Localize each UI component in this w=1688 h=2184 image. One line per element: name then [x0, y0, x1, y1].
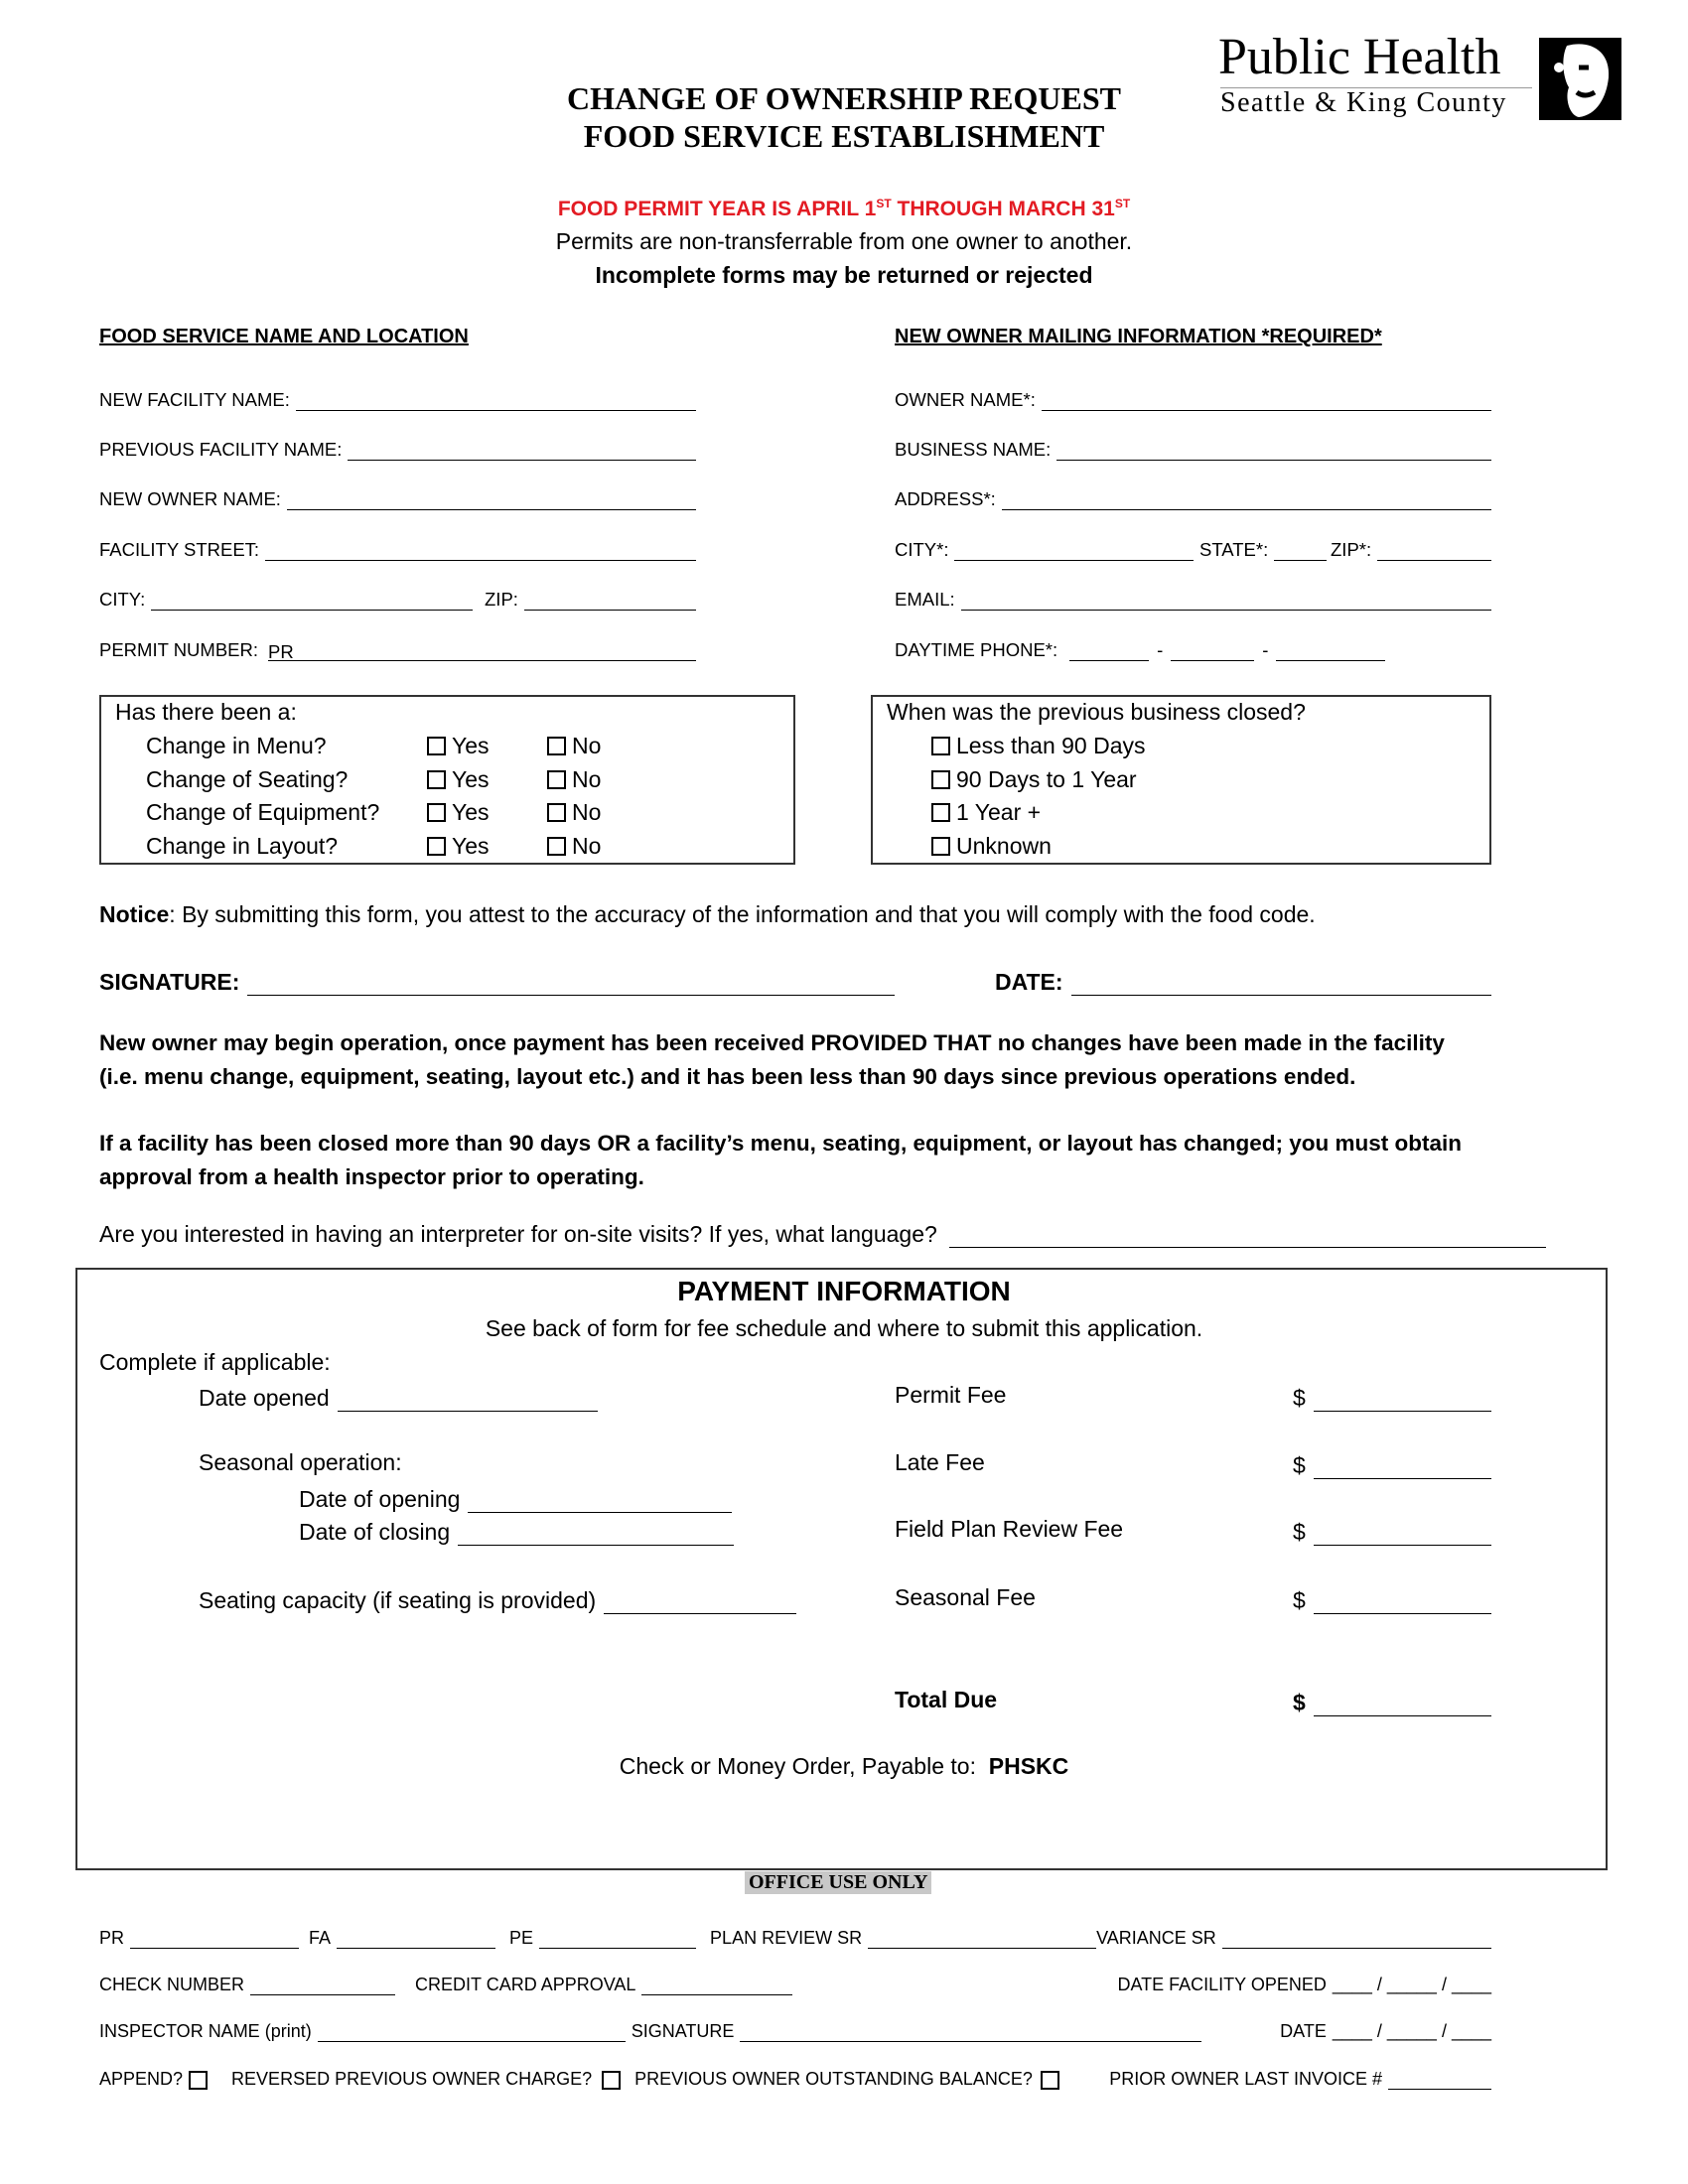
label: EMAIL:: [895, 589, 955, 610]
label: Date of opening: [299, 1486, 461, 1512]
change-question: Change in Layout?: [146, 833, 339, 859]
office-row-3: INSPECTOR NAME (print) SIGNATURE DATE ____ / _____ / ____: [99, 2021, 1491, 2041]
closed-checkbox[interactable]: [931, 737, 950, 755]
interpreter-field[interactable]: [99, 1218, 1546, 1248]
payable-to: Check or Money Order, Payable to: PHSKC: [619, 1753, 1069, 1779]
label: STATE*:: [1199, 539, 1269, 560]
phone-line-input[interactable]: [1276, 641, 1385, 661]
check-number-input[interactable]: [250, 1976, 395, 1995]
no-option[interactable]: No: [547, 833, 601, 860]
date-of-closing-field[interactable]: [299, 1516, 734, 1546]
date-facility-opened-input[interactable]: ____ / _____ / ____: [1332, 1975, 1491, 1994]
change-question: Change of Equipment?: [146, 799, 380, 825]
complete-if-applicable: Complete if applicable:: [99, 1349, 331, 1375]
daytime-phone-field[interactable]: [895, 635, 1396, 661]
label: DATE:: [995, 969, 1063, 995]
label: NEW FACILITY NAME:: [99, 389, 290, 410]
reversed-charge-checkbox[interactable]: [602, 2071, 621, 2090]
facility-street-field[interactable]: [99, 535, 696, 561]
office-row-4: APPEND? REVERSED PREVIOUS OWNER CHARGE? PREVIOUS OWNER OUTSTANDING BALANCE? PRIOR OWNER LAST INVOICE #: [99, 2064, 1491, 2090]
no-checkbox[interactable]: [547, 737, 566, 755]
label: NEW OWNER NAME:: [99, 488, 281, 509]
date-of-opening-field[interactable]: [299, 1483, 732, 1513]
inspector-date-input[interactable]: ____ / _____ / ____: [1332, 2021, 1491, 2041]
change-question: Change in Menu?: [146, 733, 327, 758]
closed-checkbox[interactable]: [931, 770, 950, 789]
label: Are you interested in having an interpreter for on-site visits? If yes, what language?: [99, 1221, 937, 1247]
operation-paragraph-2: If a facility has been closed more than 90 days OR a facility’s menu, seating, equipment, or layout has changed; you must obtain: [99, 1131, 1462, 1156]
seating-capacity-field[interactable]: [199, 1584, 796, 1614]
operation-paragraph-2b: approval from a health inspector prior to operating.: [99, 1164, 644, 1189]
date-of-opening-input[interactable]: [468, 1493, 732, 1513]
label: ZIP*:: [1331, 539, 1372, 560]
payment-subtitle: See back of form for fee schedule and where to submit this application.: [485, 1315, 1203, 1341]
no-checkbox[interactable]: [547, 803, 566, 822]
owner-zip-field[interactable]: [1331, 535, 1491, 561]
fee-label: Seasonal Fee: [895, 1584, 1036, 1610]
permit-number-field[interactable]: [99, 635, 696, 661]
fee-amount-input[interactable]: [1314, 1594, 1491, 1614]
closed-option[interactable]: 90 Days to 1 Year: [931, 766, 1137, 793]
total-due-label: Total Due: [895, 1687, 998, 1712]
address-field[interactable]: [895, 484, 1491, 510]
yes-option[interactable]: Yes: [427, 833, 490, 860]
inspector-name-input[interactable]: [318, 2022, 626, 2042]
no-option[interactable]: No: [547, 766, 601, 793]
business-name-input[interactable]: [1056, 441, 1491, 461]
incomplete-warning: Incomplete forms may be returned or rejected: [595, 262, 1093, 288]
no-option[interactable]: No: [547, 799, 601, 826]
dash: -: [1262, 639, 1269, 660]
currency: $: [1293, 1519, 1306, 1545]
yes-checkbox[interactable]: [427, 770, 446, 789]
non-transferable-note: Permits are non-transferrable from one owner to another.: [555, 228, 1133, 254]
label: Date opened: [199, 1385, 330, 1411]
label: Seating capacity (if seating is provided): [199, 1587, 597, 1613]
outstanding-balance-checkbox[interactable]: [1041, 2071, 1059, 2090]
form-title: CHANGE OF OWNERSHIP REQUEST: [566, 80, 1121, 116]
label: CITY:: [99, 589, 146, 610]
label: ZIP:: [485, 589, 518, 610]
permit-number-input[interactable]: PR: [268, 641, 696, 661]
closed-checkbox[interactable]: [931, 837, 950, 856]
currency: $: [1293, 1452, 1306, 1478]
office-use-only-heading: OFFICE USE ONLY: [745, 1871, 931, 1894]
closed-option[interactable]: Less than 90 Days: [931, 733, 1146, 759]
new-facility-name-field[interactable]: [99, 385, 696, 411]
fee-amount-input[interactable]: [1314, 1526, 1491, 1546]
previous-facility-name-input[interactable]: [348, 441, 696, 461]
payment-title: PAYMENT INFORMATION: [677, 1276, 1011, 1306]
yes-checkbox[interactable]: [427, 737, 446, 755]
currency: $: [1293, 1385, 1306, 1411]
date-of-closing-input[interactable]: [458, 1526, 734, 1546]
signature-input[interactable]: [247, 976, 895, 996]
phone-prefix-input[interactable]: [1171, 641, 1254, 661]
previous-facility-name-field[interactable]: [99, 435, 696, 461]
label: BUSINESS NAME:: [895, 439, 1052, 460]
logo-face-icon: [1539, 38, 1621, 120]
permit-year-notice: FOOD PERMIT YEAR IS APRIL 1ST THROUGH MARCH 31ST: [557, 197, 1131, 220]
zip-input[interactable]: [524, 591, 696, 611]
new-facility-name-input[interactable]: [296, 391, 696, 411]
dash: -: [1157, 639, 1164, 660]
owner-zip-input[interactable]: [1377, 541, 1491, 561]
credit-card-approval-input[interactable]: [641, 1976, 792, 1995]
office-pr-input[interactable]: [130, 1929, 299, 1949]
fee-field[interactable]: [1293, 1449, 1491, 1479]
seating-capacity-input[interactable]: [604, 1594, 796, 1614]
label: ADDRESS*:: [895, 488, 996, 509]
label: DAYTIME PHONE*:: [895, 639, 1058, 660]
office-row-2: CHECK NUMBER CREDIT CARD APPROVAL DATE FACILITY OPENED ____ / _____ / ____: [99, 1975, 1491, 1994]
seasonal-operation-label: Seasonal operation:: [199, 1449, 402, 1475]
total-due-field[interactable]: [1293, 1687, 1491, 1716]
total-due-input[interactable]: [1314, 1697, 1491, 1716]
city-field[interactable]: [99, 585, 473, 611]
fee-label: Permit Fee: [895, 1382, 1007, 1408]
no-checkbox[interactable]: [547, 770, 566, 789]
plan-review-sr-input[interactable]: [868, 1929, 1096, 1949]
closed-heading: When was the previous business closed?: [887, 699, 1306, 725]
append-checkbox[interactable]: [189, 2071, 208, 2090]
label: PERMIT NUMBER:: [99, 639, 259, 660]
inspector-signature-input[interactable]: [740, 2022, 1201, 2042]
office-row-1: PR FA PE PLAN REVIEW SR VARIANCE SR: [99, 1923, 1491, 1949]
owner-city-input[interactable]: [954, 541, 1194, 561]
yes-checkbox[interactable]: [427, 837, 446, 856]
label: FACILITY STREET:: [99, 539, 260, 560]
change-question: Change of Seating?: [146, 766, 349, 792]
form-subtitle: FOOD SERVICE ESTABLISHMENT: [583, 118, 1105, 154]
business-name-field[interactable]: [895, 435, 1491, 461]
operation-paragraph-1b: (i.e. menu change, equipment, seating, layout etc.) and it has been less than 90 days since previous operations ended.: [99, 1064, 1356, 1089]
interpreter-language-input[interactable]: [949, 1228, 1546, 1248]
currency: $: [1293, 1587, 1306, 1613]
operation-paragraph-1: New owner may begin operation, once payment has been received PROVIDED THAT no changes have been made in the facility: [99, 1030, 1445, 1055]
section-heading-owner: NEW OWNER MAILING INFORMATION *REQUIRED*: [895, 326, 1382, 347]
zip-field[interactable]: [485, 585, 696, 611]
owner-name-input[interactable]: [1042, 391, 1491, 411]
closed-checkbox[interactable]: [931, 803, 950, 822]
label: PREVIOUS FACILITY NAME:: [99, 439, 343, 460]
fee-field[interactable]: [1293, 1516, 1491, 1546]
label: Date of closing: [299, 1519, 451, 1545]
date-opened-input[interactable]: [338, 1392, 598, 1412]
fee-field[interactable]: [1293, 1584, 1491, 1614]
owner-city-field[interactable]: [895, 535, 1194, 561]
email-field[interactable]: [895, 585, 1491, 611]
changes-heading: Has there been a:: [115, 699, 297, 725]
date-field[interactable]: [995, 966, 1491, 996]
label: OWNER NAME*:: [895, 389, 1036, 410]
label: CITY*:: [895, 539, 949, 560]
closed-option[interactable]: 1 Year +: [931, 799, 1041, 826]
logo-title: Public Health: [1218, 29, 1501, 85]
prior-invoice-input[interactable]: [1388, 2070, 1491, 2090]
fee-amount-input[interactable]: [1314, 1392, 1491, 1412]
city-input[interactable]: [151, 591, 473, 611]
logo-subtitle: Seattle & King County: [1220, 87, 1507, 118]
fee-label: Field Plan Review Fee: [895, 1516, 1124, 1542]
facility-street-input[interactable]: [265, 541, 696, 561]
email-input[interactable]: [961, 591, 1491, 611]
section-heading-location: FOOD SERVICE NAME AND LOCATION: [99, 326, 469, 347]
no-checkbox[interactable]: [547, 837, 566, 856]
yes-option[interactable]: Yes: [427, 799, 490, 826]
fee-amount-input[interactable]: [1314, 1459, 1491, 1479]
notice: Notice: By submitting this form, you attest to the accuracy of the information and that you will comply with the food code.: [99, 901, 1316, 927]
new-owner-name-field[interactable]: [99, 484, 696, 510]
date-input[interactable]: [1071, 976, 1491, 996]
new-owner-name-input[interactable]: [287, 490, 696, 510]
variance-sr-input[interactable]: [1222, 1929, 1491, 1949]
address-input[interactable]: [1002, 490, 1491, 510]
owner-name-field[interactable]: [895, 385, 1491, 411]
yes-checkbox[interactable]: [427, 803, 446, 822]
closed-option[interactable]: Unknown: [931, 833, 1052, 860]
phone-area-input[interactable]: [1069, 641, 1149, 661]
date-opened-field[interactable]: [199, 1382, 598, 1412]
no-option[interactable]: No: [547, 733, 601, 759]
currency: $: [1293, 1690, 1306, 1715]
office-pe-input[interactable]: [539, 1929, 696, 1949]
yes-option[interactable]: Yes: [427, 733, 490, 759]
signature-field[interactable]: [99, 966, 895, 996]
yes-option[interactable]: Yes: [427, 766, 490, 793]
state-input[interactable]: [1274, 541, 1327, 561]
fee-field[interactable]: [1293, 1382, 1491, 1412]
state-field[interactable]: [1199, 535, 1327, 561]
label: SIGNATURE:: [99, 969, 240, 995]
fee-label: Late Fee: [895, 1449, 985, 1475]
office-fa-input[interactable]: [337, 1929, 495, 1949]
